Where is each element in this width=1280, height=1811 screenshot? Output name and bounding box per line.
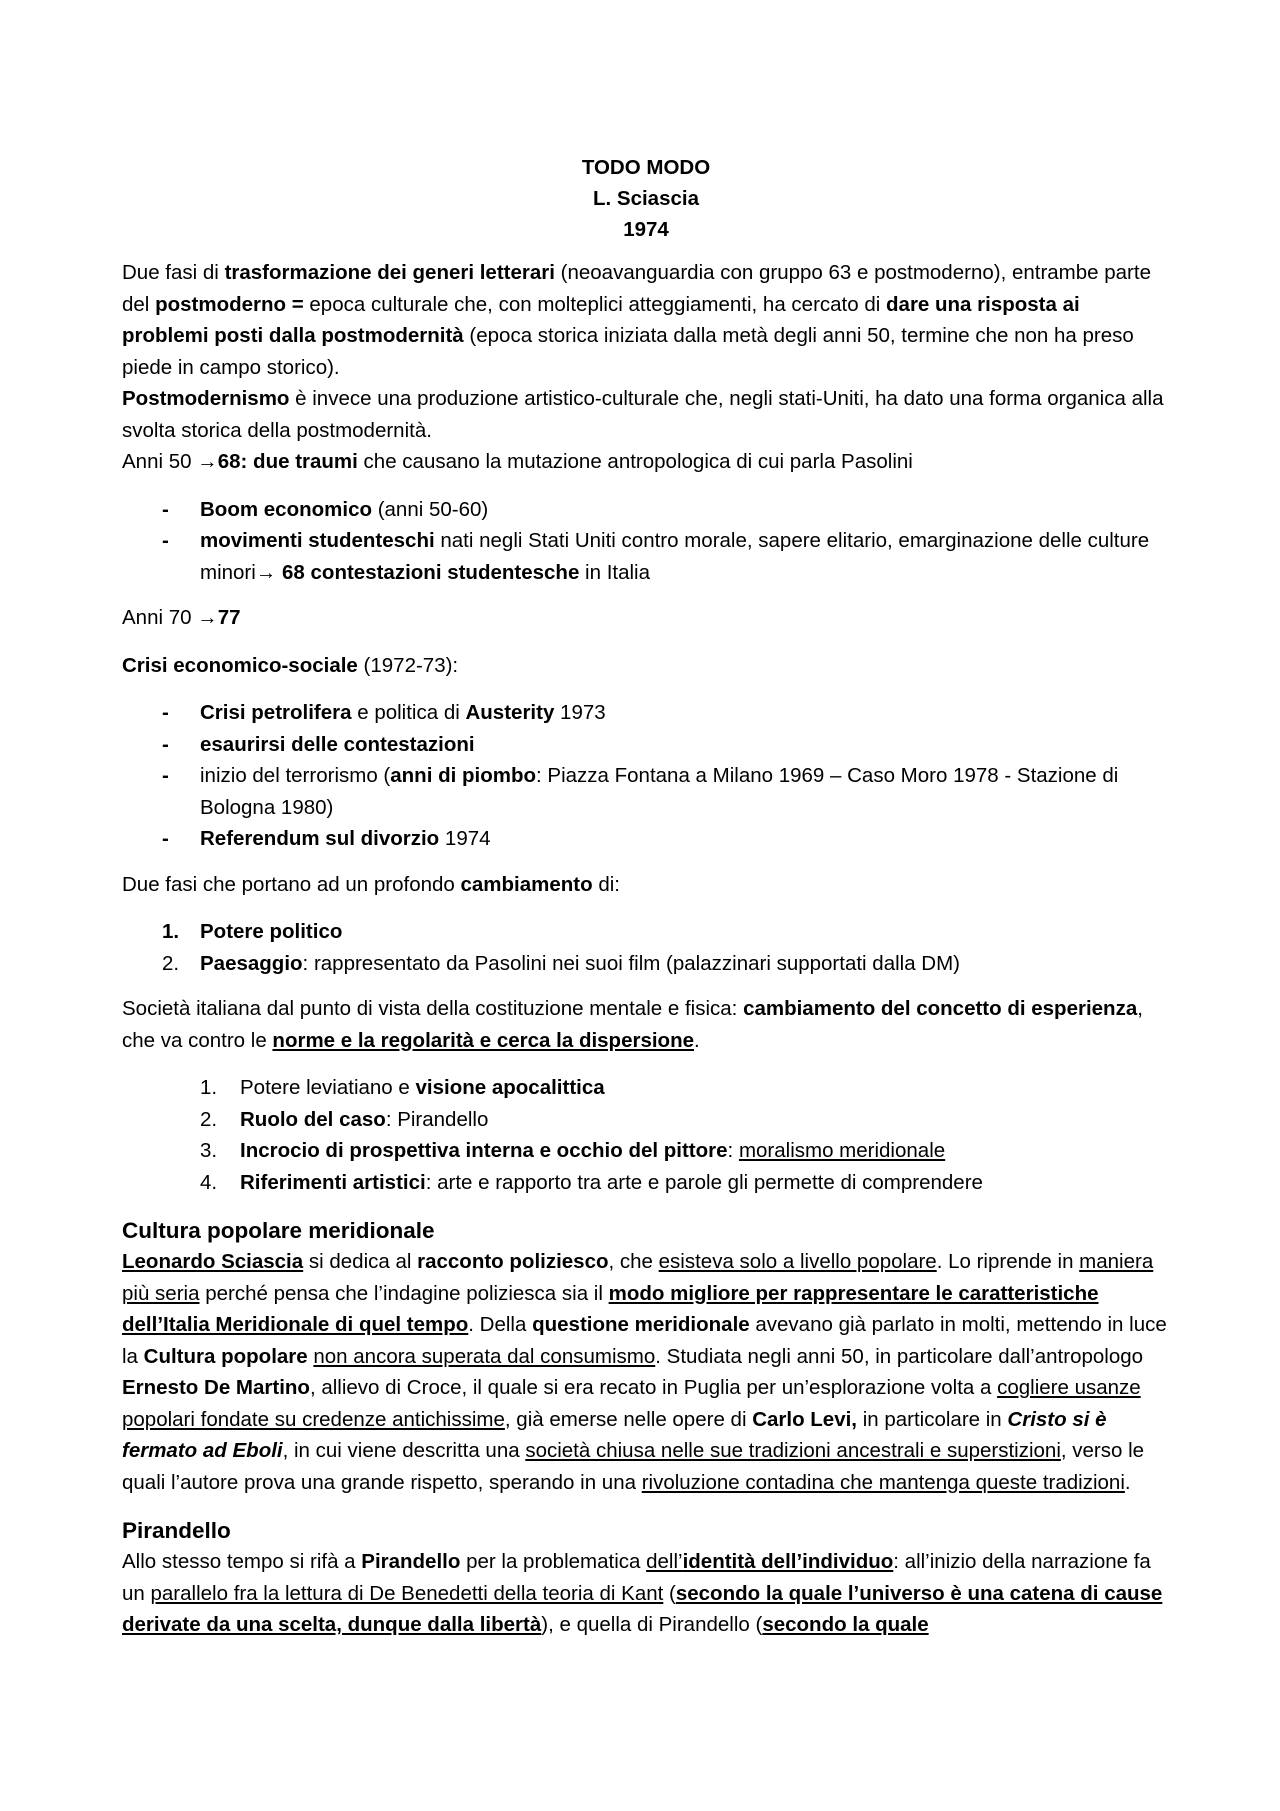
underline-run: moralismo meridionale [738,1139,946,1162]
title-block [122,152,1170,245]
bold-run: visione apocalittica [415,1076,605,1099]
bold-run: Austerity [465,701,555,724]
list-item [122,729,1170,761]
pirandello-paragraph [122,1546,1170,1641]
societa-paragraph [122,993,1170,1056]
list-item [122,1104,1170,1136]
bold-run: Potere politico [200,920,343,943]
text-run: per la problematica [460,1550,647,1573]
bold-run: Crisi petrolifera [200,701,352,724]
cambiamento-paragraph [122,869,1170,901]
text-run: : [727,1139,739,1162]
text-run: : all’inizio della narrazione fa un [122,1550,1151,1605]
text-run: . Della [468,1313,533,1336]
list-item [122,494,1170,526]
text-run: , già emerse nelle opere di [504,1407,753,1431]
text-run: . [1124,1470,1131,1494]
text-run: , verso le quali l’autore prova una grande rispetto, sperando in una [122,1439,1145,1494]
societa-list [122,1072,1170,1198]
text-run: e politica di [351,701,466,724]
number-marker: 2. [162,951,180,975]
section-heading-pirandello: Pirandello [122,1518,231,1543]
text-run: Potere leviatiano e [240,1076,416,1099]
bold-underline-run: identità dell’individuo [682,1550,894,1573]
text-run: Allo stesso tempo si rifà a [122,1550,362,1573]
list-item [122,823,1170,855]
bold-run: Ruolo del caso [240,1107,386,1131]
text-run: (anni 50-60) [372,497,489,521]
text-run: Società italiana dal punto di vista della costituzione mentale e fisica: [122,997,744,1020]
text-run: perché pensa che l’indagine poliziesca sia il [199,1281,609,1305]
list-item [122,948,1170,980]
number-marker: 2. [200,1107,218,1131]
bold-run: trasformazione dei generi letterari [224,261,555,284]
text-run: Anni 70 [122,606,198,629]
underline-run: non ancora superata dal consumismo [313,1344,656,1368]
bold-run: Pirandello [361,1550,461,1573]
anni50-paragraph [122,446,1170,478]
bold-run: Referendum sul divorzio [200,827,440,850]
bold-run: cambiamento [460,872,593,896]
bold-run: Boom economico [200,497,372,521]
book-title-run: Cristo si è fermato ad Eboli [122,1407,1107,1462]
text-run: (neoavanguardia con gruppo 63 e postmoderno), entrambe parte del [122,261,1151,316]
section-heading-cultura: Cultura popolare meridionale [122,1218,435,1243]
text-run: è invece una produzione artistico-culturale che, negli stati-Uniti, ha dato una forma organica alla svolta storica della postmodernità. [122,387,1164,442]
text-run: 1974 [439,827,491,850]
bold-run: Paesaggio [200,951,303,975]
text-run: , in cui viene descritta una [282,1439,526,1462]
list-item [122,697,1170,729]
bold-underline-run: Leonardo Sciascia [122,1250,304,1273]
bold-run: cambiamento del concetto di esperienza [743,997,1138,1020]
list-item [122,1072,1170,1104]
cultura-paragraph [122,1246,1170,1498]
underline-run: parallelo fra la lettura di De Benedetti della teoria di Kant [150,1581,664,1605]
text-run: si dedica al [303,1250,418,1273]
number-marker: 1. [200,1076,218,1099]
text-run: in Italia [579,560,651,584]
dash-marker: - [162,529,169,552]
crisi-list [122,697,1170,855]
bold-underline-run: modo migliore per rappresentare le caratteristiche dell’Italia Meridionale di quel tempo [122,1281,1099,1336]
text-run: nati negli Stati Uniti contro morale, sapere elitario, emarginazione delle culture minori [200,529,1150,584]
underline-run: dell’ [646,1550,683,1573]
bold-run: Riferimenti artistici [240,1170,426,1194]
bold-run: Carlo Levi, [752,1407,857,1431]
bold-run: 68 contestazioni studentesche [276,560,580,584]
text-run: che causano la mutazione antropologica di cui parla Pasolini [357,450,913,473]
underline-run: società chiusa nelle sue tradizioni ancestrali e superstizioni [525,1439,1061,1462]
text-run: Due fasi di [122,261,225,284]
text-run: inizio del terrorismo ( [200,764,391,787]
list-item [122,1167,1170,1199]
bold-run: 68: due traumi [217,450,358,473]
text-run: 1973 [554,701,606,724]
underline-run: esisteva solo a livello popolare [658,1250,937,1273]
text-run: (epoca storica iniziata dalla metà degli anni 50, termine che non ha preso piede in campo storico). [122,324,1134,379]
text-run: epoca culturale che, con molteplici atteggiamenti, ha cercato di [303,292,887,316]
number-marker: 4. [200,1170,218,1194]
text-run: . Lo riprende in [936,1250,1080,1273]
text-run: di: [592,872,621,896]
underline-run: maniera più seria [122,1250,1154,1305]
number-marker: 1. [162,920,180,943]
dash-marker: - [162,827,169,850]
document-author: L. Sciascia [593,187,699,210]
text-run: . [694,1028,700,1052]
arrow-icon: → [197,450,218,473]
bold-run: Postmodernismo [122,387,290,410]
text-run: in particolare in [857,1407,1008,1431]
bold-underline-run: secondo la quale l’universo è una catena di cause derivate da una scelta, dunque dalla libertà [122,1581,1163,1636]
traumi-list [122,494,1170,589]
arrow-icon: → [255,560,277,584]
bold-run: 77 [217,606,241,629]
list-item [122,1135,1170,1167]
list-item [122,916,1170,948]
anni70-paragraph [122,602,1170,634]
cambiamento-list [122,916,1170,979]
text-run: , che [608,1250,659,1273]
text-run: ), e quella di Pirandello ( [541,1613,763,1636]
text-run: : Pirandello [385,1107,489,1131]
bold-underline-run: norme e la regolarità e cerca la dispersione [272,1028,695,1052]
bold-run: Ernesto De Martino [122,1376,310,1399]
dash-marker: - [162,732,169,756]
crisi-paragraph [122,650,1170,682]
text-run: (1972-73): [357,653,459,677]
postmodernismo-paragraph [122,383,1170,446]
intro-paragraph [122,257,1170,383]
text-run: : arte e rapporto tra arte e parole gli permette di comprendere [425,1170,983,1194]
text-run: avevano già parlato in molti, mettendo in luce la [122,1313,1167,1368]
document-year: 1974 [623,218,669,241]
dash-marker: - [162,701,169,724]
underline-run: cogliere usanze popolari fondate su credenze antichissime [122,1376,1141,1431]
bold-run: racconto poliziesco [417,1250,609,1273]
bold-run: dare una risposta ai problemi posti dalla postmodernità [122,292,1080,347]
list-item [122,760,1170,823]
text-run: , allievo di Croce, il quale si era recato in Puglia per un’esplorazione volta a [309,1376,998,1399]
bold-run: anni di piombo [390,764,537,787]
bold-run: questione meridionale [532,1313,750,1336]
text-run: . Studiata negli anni 50, in particolare dall’antropologo [655,1344,1144,1368]
dash-marker: - [162,497,169,521]
text-run: Anni 50 [122,450,198,473]
document-title: TODO MODO [581,156,711,179]
text-run: : rappresentato da Pasolini nei suoi film (palazzinari supportati dalla DM) [302,951,961,975]
bold-run: esaurirsi delle contestazioni [200,732,475,756]
arrow-icon: → [197,606,218,629]
text-run: Due fasi che portano ad un profondo [122,872,461,896]
bold-run: movimenti studenteschi [200,529,435,552]
list-item [122,525,1170,588]
bold-underline-run: secondo la quale [762,1613,929,1636]
bold-run: Crisi economico-sociale [122,653,358,677]
bold-run: Incrocio di prospettiva interna e occhio del pittore [240,1139,728,1162]
bold-run: postmoderno = [155,292,304,316]
text-run: ( [663,1581,676,1605]
number-marker: 3. [200,1139,218,1162]
text-run: , che va contro le [122,997,1143,1052]
dash-marker: - [162,764,169,787]
bold-run: Cultura popolare [143,1344,308,1368]
underline-run: rivoluzione contadina che mantenga queste tradizioni [641,1470,1125,1494]
text-run: : Piazza Fontana a Milano 1969 – Caso Moro 1978 - Stazione di Bologna 1980) [200,764,1119,819]
